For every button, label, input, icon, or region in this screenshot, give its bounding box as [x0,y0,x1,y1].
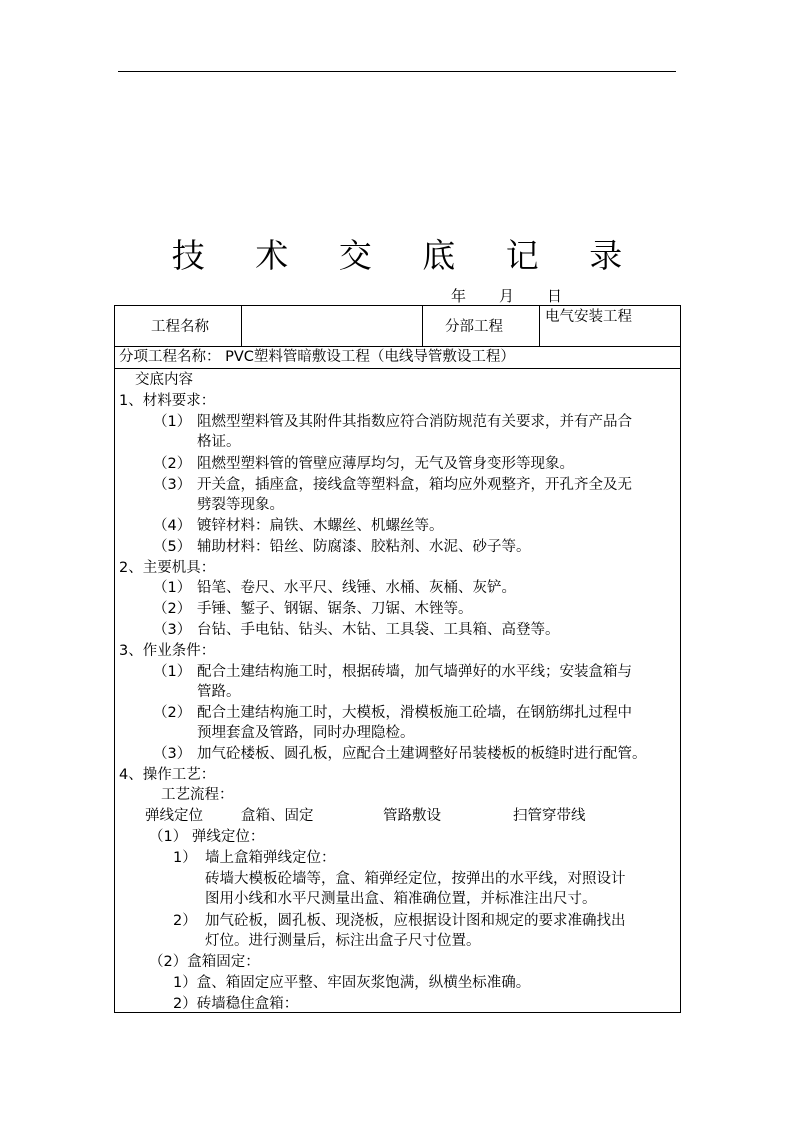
header-col-divider-1 [241,306,242,346]
s2-item-1-number: （1） [153,580,192,596]
document-title: 技 术 交 底 记 录 [171,236,643,275]
s1-item-1-line-2: 格证。 [197,434,241,450]
process-flow-label: 工艺流程： [161,787,234,803]
s3-item-2-line-1: 配合土建结构施工时，大模板，滑模板施工砼墙，在钢筋绑扎过程中 [197,705,632,721]
s1-item-3-line-2: 劈裂等现象。 [197,497,284,513]
step-1-2-line-2: 灯位。进行测量后，标注出盒子尺寸位置。 [205,933,481,949]
division-value: 电气安装工程 [545,309,632,325]
subproject-divider [115,368,680,369]
s1-item-3-number: （3） [153,477,192,493]
s1-item-2-number: （2） [153,456,192,472]
date-year: 年 [451,287,467,305]
section-2-heading: 2、主要机具： [119,560,216,576]
s3-item-2-line-2: 预埋套盒及管路，同时办理隐检。 [197,725,415,741]
s1-item-2-line-1: 阻燃型塑料管的管壁应薄厚均匀，无气及管身变形等现象。 [197,456,574,472]
s3-item-2-number: （2） [153,705,192,721]
s3-item-1-line-1: 配合土建结构施工时，根据砖墙，加气墙弹好的水平线；安装盒箱与 [197,664,632,680]
s1-item-3-line-1: 开关盒，插座盒，接线盒等塑料盒，箱均应外观整齐，开孔齐全及无 [197,477,632,493]
top-rule [118,71,676,72]
subproject-name: 分项工程名称： PVC塑料管暗敷设工程（电线导管敷设工程） [119,349,515,365]
header-col-divider-2 [422,306,423,346]
step-1-2-line-1: 加气砼板，圆孔板、现浇板，应根据设计图和规定的要求准确找出 [205,913,626,929]
s3-item-3-number: （3） [153,746,192,762]
s2-item-3-number: （3） [153,622,192,638]
flow-step: 弹线定位 [145,808,203,824]
s3-item-1-line-2: 管路。 [197,684,241,700]
flow-step: 管路敷设 [383,808,441,824]
section-1-heading: 1、材料要求： [119,393,216,409]
s1-item-1-line-1: 阻燃型塑料管及其附件其指数应符合消防规范有关要求，并有产品合 [197,414,632,430]
s2-item-3-line-1: 台钻、手电钻、钻头、木钻、工具袋、工具箱、高登等。 [197,622,560,638]
step-2-heading: （2）盒箱固定： [149,954,260,970]
s2-item-1-line-1: 铅笔、卷尺、水平尺、线锤、水桶、灰桶、灰铲。 [197,580,516,596]
section-4-heading: 4、操作工艺： [119,767,216,783]
step-1-1-number: 1） [173,850,197,866]
s3-item-1-number: （1） [153,664,192,680]
s1-item-4-line-1: 镀锌材料：扁铁、木螺丝、机螺丝等。 [197,518,444,534]
step-1-1-line-1: 砖墙大模板砼墙等，盒、箱弹经定位，按弹出的水平线，对照设计 [205,871,626,887]
flow-step: 扫管穿带线 [513,808,586,824]
division-label: 分部工程 [445,319,503,335]
s2-item-2-line-1: 手锤、錾子、钢锯、锯条、刀锯、木锉等。 [197,601,473,617]
flow-step: 盒箱、固定 [241,808,314,824]
s2-item-2-number: （2） [153,601,192,617]
record-table [114,305,681,1013]
s1-item-5-number: （5） [153,539,192,555]
content-label: 交底内容 [135,372,193,388]
step-1-2-number: 2） [173,913,197,929]
step-2-1-line: 1）盒、箱固定应平整、牢固灰浆饱满，纵横坐标准确。 [173,975,531,991]
s1-item-1-number: （1） [153,414,192,430]
s3-item-3-line-1: 加气砼楼板、圆孔板，应配合土建调整好吊装楼板的板缝时进行配管。 [197,746,647,762]
step-1-heading: （1） 弹线定位： [149,829,265,845]
s1-item-5-line-1: 辅助材料：铅丝、防腐漆、胶粘剂、水泥、砂子等。 [197,539,531,555]
step-2-2-line: 2）砖墙稳住盒箱： [173,996,299,1012]
section-3-heading: 3、作业条件： [119,643,216,659]
date-month: 月 [499,287,515,305]
step-1-1-line-2: 图用小线和水平尺测量出盒、箱准确位置，并标准注出尺寸。 [205,891,597,907]
step-1-1-heading: 墙上盒箱弹线定位： [205,850,336,866]
date-day: 日 [547,287,563,305]
s1-item-4-number: （4） [153,518,192,534]
header-col-divider-3 [539,306,540,346]
project-name-label: 工程名称 [151,319,209,335]
